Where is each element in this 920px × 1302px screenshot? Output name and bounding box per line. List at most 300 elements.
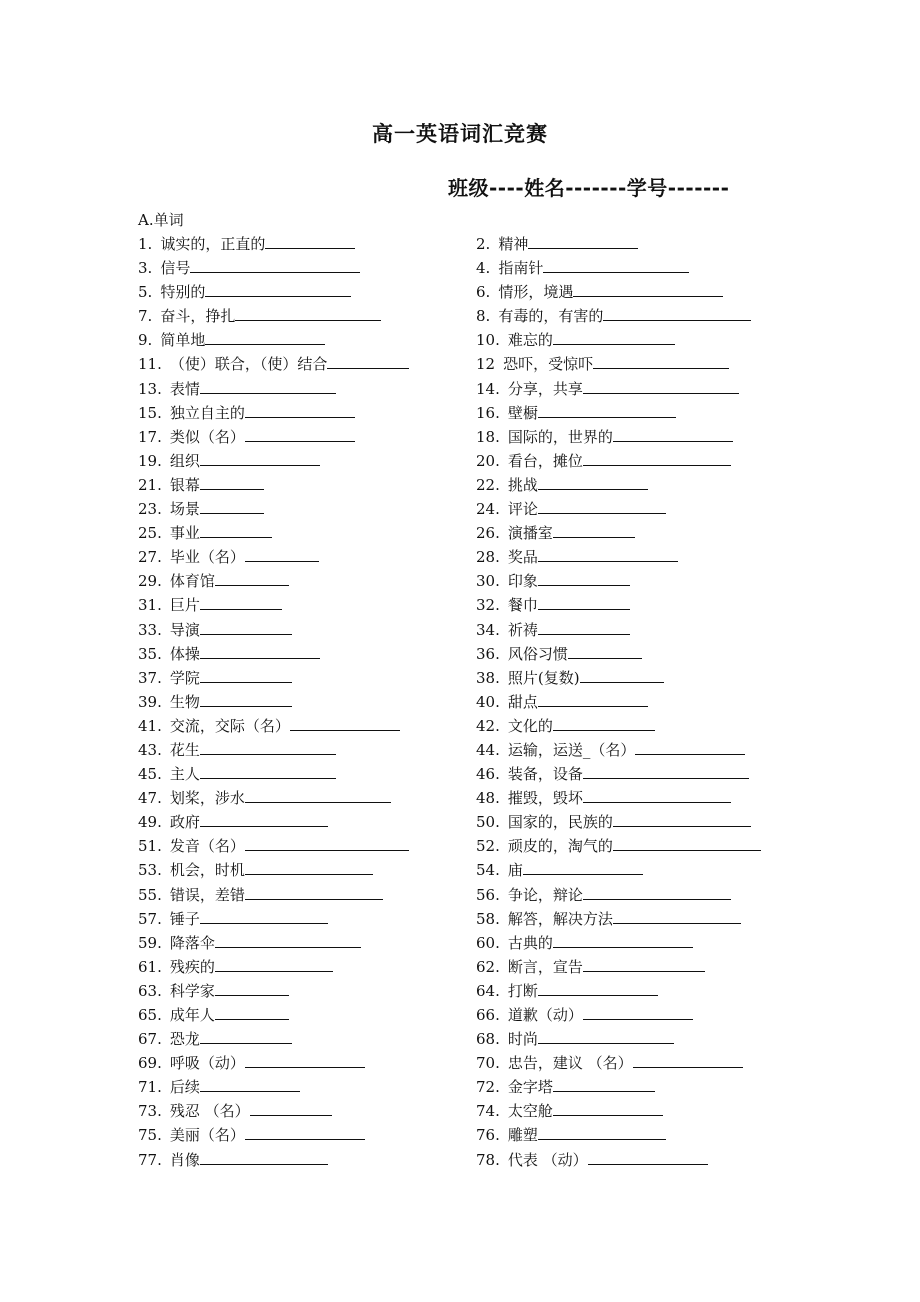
vocab-item (476, 690, 648, 714)
item-term: 毕业（名） (169, 548, 245, 567)
item-term: 道歉（动） (507, 1006, 583, 1024)
answer-blank[interactable] (538, 545, 678, 562)
vocab-item (138, 714, 400, 738)
list-row (138, 931, 818, 955)
item-number: 25. (138, 524, 162, 543)
list-row (138, 907, 818, 931)
vocab-item (138, 907, 328, 931)
item-number: 48. (476, 789, 500, 808)
item-term: 交流，交际（名） (169, 716, 290, 735)
answer-blank[interactable] (538, 593, 630, 610)
list-row (138, 642, 818, 666)
item-number: 4. (476, 259, 491, 278)
list-row (138, 1075, 818, 1099)
vocab-item (476, 642, 642, 666)
item-number: 35. (138, 644, 162, 663)
answer-blank[interactable] (245, 401, 355, 418)
item-number: 26. (476, 524, 500, 543)
item-term: 印象 (507, 572, 538, 591)
vocab-item (138, 449, 320, 473)
list-row (138, 618, 818, 642)
list-row (138, 1123, 818, 1147)
answer-blank[interactable] (553, 1099, 663, 1116)
list-row (138, 762, 818, 786)
item-term: 情形，境遇 (498, 283, 574, 302)
list-row (138, 377, 818, 401)
answer-blank[interactable] (538, 1123, 666, 1140)
item-number: 36. (476, 644, 500, 663)
answer-blank[interactable] (633, 1051, 743, 1068)
vocab-item (476, 473, 648, 497)
item-term: 花生 (169, 740, 200, 759)
item-number: 45. (138, 765, 162, 784)
vocab-item (138, 931, 361, 955)
item-term: 事业 (169, 524, 200, 543)
item-term: 划桨，涉水 (169, 789, 245, 808)
item-number: 40. (476, 692, 500, 711)
item-number: 1. (138, 235, 153, 253)
item-term: 摧毁，毁坏 (507, 789, 583, 808)
answer-blank[interactable] (265, 232, 355, 249)
vocab-item (476, 328, 675, 352)
vocab-item (476, 955, 705, 979)
list-row (138, 1099, 818, 1123)
item-number: 73. (138, 1102, 162, 1121)
answer-blank[interactable] (245, 1051, 365, 1068)
item-number: 19. (138, 451, 162, 470)
vocab-item (476, 304, 751, 328)
answer-blank[interactable] (588, 1148, 708, 1165)
answer-blank[interactable] (200, 521, 272, 538)
item-term: 古典的 (507, 933, 553, 952)
vocab-item (476, 907, 741, 931)
item-term: 美丽（名） (169, 1126, 245, 1145)
item-number: 77. (138, 1150, 162, 1169)
item-term: 难忘的 (507, 331, 553, 350)
item-term: 指南针 (498, 259, 544, 278)
item-number: 41. (138, 716, 162, 735)
item-term: 特别的 (160, 283, 206, 302)
item-term: 庙 (507, 861, 523, 880)
item-term: 降落伞 (169, 933, 215, 952)
vocab-item (476, 979, 658, 1003)
item-term: 体育馆 (169, 572, 215, 591)
item-term: 壁橱 (507, 403, 538, 422)
answer-blank[interactable] (200, 1027, 292, 1044)
item-number: 49. (138, 813, 162, 832)
answer-blank[interactable] (583, 762, 749, 779)
item-number: 65. (138, 1006, 162, 1024)
vocab-item (476, 762, 749, 786)
item-term: 挑战 (507, 475, 538, 494)
answer-blank[interactable] (200, 738, 336, 755)
item-term: 打断 (507, 981, 538, 1000)
list-row (138, 1148, 818, 1172)
answer-blank[interactable] (583, 955, 705, 972)
item-number: 67. (138, 1030, 162, 1049)
item-number: 37. (138, 668, 162, 687)
item-number: 62. (476, 957, 500, 976)
item-number: 20. (476, 451, 500, 470)
answer-blank[interactable] (200, 449, 320, 466)
answer-blank[interactable] (200, 497, 264, 514)
vocab-item (138, 232, 355, 256)
item-term: 运输，运送_（名） (507, 740, 636, 759)
item-number: 11. (138, 355, 162, 374)
item-term: 恐龙 (169, 1030, 200, 1049)
answer-blank[interactable] (523, 858, 643, 875)
item-term: 成年人 (169, 1006, 215, 1024)
answer-blank[interactable] (215, 955, 333, 972)
list-row (138, 1027, 818, 1051)
vocab-item (476, 738, 745, 762)
vocab-item (476, 618, 630, 642)
item-term: 国际的，世界的 (507, 427, 613, 446)
answer-blank[interactable] (553, 521, 635, 538)
vocab-item (138, 377, 336, 401)
list-row (138, 1003, 818, 1027)
answer-blank[interactable] (583, 1003, 693, 1020)
answer-blank[interactable] (245, 883, 383, 900)
answer-blank[interactable] (215, 979, 289, 996)
answer-blank[interactable] (583, 449, 731, 466)
item-term: 雕塑 (507, 1126, 538, 1145)
item-number: 12 (476, 355, 496, 374)
item-term: 代表 （动） (507, 1150, 588, 1169)
item-term: 发音（名） (169, 837, 245, 856)
answer-blank[interactable] (205, 280, 351, 297)
vocab-item (476, 280, 723, 304)
item-term: 呼吸（动） (169, 1054, 245, 1073)
item-term: 类似（名） (169, 427, 245, 446)
item-number: 24. (476, 500, 500, 519)
item-term: 政府 (169, 813, 200, 832)
vocab-item (138, 256, 360, 280)
list-row (138, 714, 818, 738)
answer-blank[interactable] (613, 810, 751, 827)
item-term: 残忍 （名） (169, 1102, 250, 1121)
item-number: 29. (138, 572, 162, 591)
item-term: 残疾的 (169, 957, 215, 976)
item-term: 餐巾 (507, 596, 538, 615)
answer-blank[interactable] (235, 304, 381, 321)
vocab-item (138, 280, 351, 304)
answer-blank[interactable] (553, 931, 693, 948)
answer-blank[interactable] (200, 642, 320, 659)
answer-blank[interactable] (200, 810, 328, 827)
item-number: 3. (138, 259, 153, 278)
answer-blank[interactable] (200, 618, 292, 635)
list-row (138, 1051, 818, 1075)
answer-blank[interactable] (245, 834, 409, 851)
item-term: 风俗习惯 (507, 644, 568, 663)
list-row (138, 545, 818, 569)
vocab-item (476, 521, 635, 545)
item-term: 解答，解决方法 (507, 909, 613, 928)
vocab-item (138, 328, 325, 352)
list-row (138, 786, 818, 810)
vocab-item (138, 521, 272, 545)
item-number: 42. (476, 716, 500, 735)
item-number: 74. (476, 1102, 500, 1121)
page-title: 高一英语词汇竞赛 (372, 121, 548, 146)
answer-blank[interactable] (573, 280, 723, 297)
vocab-item (476, 1051, 743, 1075)
list-row (138, 979, 818, 1003)
vocab-item (476, 883, 731, 907)
answer-blank[interactable] (327, 352, 409, 369)
answer-blank[interactable] (200, 1148, 328, 1165)
answer-blank[interactable] (538, 473, 648, 490)
answer-blank[interactable] (528, 232, 638, 249)
vocab-item (138, 1027, 292, 1051)
answer-blank[interactable] (205, 328, 325, 345)
item-term: 奖品 (507, 548, 538, 567)
item-term: 演播室 (507, 524, 553, 543)
vocab-item (138, 786, 391, 810)
item-term: 金字塔 (507, 1078, 553, 1097)
item-number: 18. (476, 427, 500, 446)
answer-blank[interactable] (215, 569, 289, 586)
vocab-item (476, 401, 676, 425)
list-row (138, 883, 818, 907)
item-number: 17. (138, 427, 162, 446)
vocab-item (138, 618, 292, 642)
item-number: 23. (138, 500, 162, 519)
item-term: 断言，宣告 (507, 957, 583, 976)
item-term: 国家的，民族的 (507, 813, 613, 832)
answer-blank[interactable] (538, 618, 630, 635)
item-term: 装备，设备 (507, 765, 583, 784)
answer-blank[interactable] (538, 1027, 674, 1044)
item-number: 70. (476, 1054, 500, 1073)
vocab-item (476, 1148, 708, 1172)
list-row (138, 521, 818, 545)
vocab-item (138, 545, 319, 569)
list-row (138, 810, 818, 834)
item-number: 32. (476, 596, 500, 615)
item-number: 27. (138, 548, 162, 567)
answer-blank[interactable] (553, 1075, 655, 1092)
answer-blank[interactable] (568, 642, 642, 659)
item-number: 15. (138, 403, 162, 422)
list-row (138, 834, 818, 858)
item-number: 44. (476, 740, 500, 759)
item-number: 68. (476, 1030, 500, 1049)
item-term: 科学家 (169, 981, 215, 1000)
item-number: 16. (476, 403, 500, 422)
list-row (138, 858, 818, 882)
answer-blank[interactable] (613, 907, 741, 924)
item-number: 75. (138, 1126, 162, 1145)
item-number: 39. (138, 692, 162, 711)
answer-blank[interactable] (635, 738, 745, 755)
answer-blank[interactable] (538, 569, 630, 586)
answer-blank[interactable] (190, 256, 360, 273)
vocab-item (476, 858, 643, 882)
item-number: 51. (138, 837, 162, 856)
vocab-item (138, 1003, 289, 1027)
vocab-item (138, 569, 289, 593)
vocab-item (476, 1123, 666, 1147)
answer-blank[interactable] (580, 666, 664, 683)
item-number: 54. (476, 861, 500, 880)
answer-blank[interactable] (200, 666, 292, 683)
vocab-item (476, 834, 761, 858)
item-term: 巨片 (169, 596, 200, 615)
vocab-item (476, 425, 733, 449)
vocab-item (476, 449, 731, 473)
item-term: （使）联合，（使）结合 (169, 355, 328, 374)
answer-blank[interactable] (538, 690, 648, 707)
answer-blank[interactable] (583, 883, 731, 900)
answer-blank[interactable] (538, 497, 666, 514)
item-number: 8. (476, 307, 491, 326)
item-term: 文化的 (507, 716, 553, 735)
item-number: 30. (476, 572, 500, 591)
item-number: 13. (138, 379, 162, 398)
item-number: 34. (476, 620, 500, 639)
item-number: 58. (476, 909, 500, 928)
list-row (138, 569, 818, 593)
item-number: 72. (476, 1078, 500, 1097)
item-term: 表情 (169, 379, 200, 398)
list-row (138, 352, 818, 376)
vocab-item (138, 762, 336, 786)
vocab-item (138, 497, 264, 521)
item-number: 60. (476, 933, 500, 952)
item-term: 奋斗，挣扎 (160, 307, 236, 326)
answer-blank[interactable] (613, 834, 761, 851)
item-term: 组织 (169, 451, 200, 470)
vocab-item (138, 593, 282, 617)
answer-blank[interactable] (245, 425, 355, 442)
item-number: 10. (476, 331, 500, 350)
item-term: 生物 (169, 692, 200, 711)
vocab-item (138, 304, 381, 328)
vocab-item (476, 352, 729, 376)
answer-blank[interactable] (538, 979, 658, 996)
vocab-item (476, 497, 666, 521)
vocab-item (138, 352, 409, 376)
item-number: 59. (138, 933, 162, 952)
item-number: 5. (138, 283, 153, 302)
list-row (138, 304, 818, 328)
vocab-item (476, 1099, 663, 1123)
answer-blank[interactable] (245, 1123, 365, 1140)
answer-blank[interactable] (553, 714, 655, 731)
item-term: 机会，时机 (169, 861, 245, 880)
item-number: 55. (138, 885, 162, 904)
list-row (138, 738, 818, 762)
list-row (138, 328, 818, 352)
item-number: 33. (138, 620, 162, 639)
item-term: 体操 (169, 644, 200, 663)
item-number: 66. (476, 1006, 500, 1024)
answer-blank[interactable] (543, 256, 689, 273)
vocab-item (138, 1123, 365, 1147)
vocab-item (476, 1003, 693, 1027)
list-row (138, 593, 818, 617)
vocab-item (138, 955, 333, 979)
vocab-item (476, 545, 678, 569)
item-number: 43. (138, 740, 162, 759)
answer-blank[interactable] (200, 473, 264, 490)
vocab-item (138, 666, 292, 690)
answer-blank[interactable] (583, 786, 731, 803)
item-number: 78. (476, 1150, 500, 1169)
answer-blank[interactable] (200, 593, 282, 610)
item-term: 照片(复数) (507, 668, 580, 687)
answer-blank[interactable] (200, 690, 292, 707)
item-number: 6. (476, 283, 491, 302)
item-number: 47. (138, 789, 162, 808)
item-term: 评论 (507, 500, 538, 519)
vocab-item (138, 738, 336, 762)
item-term: 恐吓，受惊吓 (503, 355, 594, 374)
item-number: 14. (476, 379, 500, 398)
item-number: 64. (476, 981, 500, 1000)
answer-blank[interactable] (245, 858, 373, 875)
item-term: 有毒的，有害的 (498, 307, 604, 326)
answer-blank[interactable] (290, 714, 400, 731)
student-info-line: 班级----姓名-------学号------- (448, 176, 730, 200)
item-number: 53. (138, 861, 162, 880)
answer-blank[interactable] (215, 1003, 289, 1020)
item-term: 银幕 (169, 475, 200, 494)
list-row (138, 955, 818, 979)
answer-blank[interactable] (200, 377, 336, 394)
vocab-item (476, 1075, 655, 1099)
vocab-item (138, 1075, 300, 1099)
answer-blank[interactable] (583, 377, 739, 394)
answer-blank[interactable] (245, 545, 319, 562)
item-term: 祈祷 (507, 620, 538, 639)
list-row (138, 401, 818, 425)
vocab-item (476, 232, 638, 256)
item-term: 错误，差错 (169, 885, 245, 904)
vocab-item (138, 834, 409, 858)
vocab-item (138, 425, 355, 449)
answer-blank[interactable] (603, 304, 751, 321)
item-term: 场景 (169, 500, 200, 519)
answer-blank[interactable] (200, 907, 328, 924)
answer-blank[interactable] (613, 425, 733, 442)
answer-blank[interactable] (250, 1099, 332, 1116)
item-number: 56. (476, 885, 500, 904)
item-number: 50. (476, 813, 500, 832)
answer-blank[interactable] (200, 1075, 300, 1092)
answer-blank[interactable] (553, 328, 675, 345)
list-row (138, 666, 818, 690)
answer-blank[interactable] (538, 401, 676, 418)
item-term: 忠告，建议 （名） (507, 1054, 633, 1073)
vocab-item (476, 593, 630, 617)
vocab-item (476, 569, 630, 593)
item-term: 精神 (498, 235, 529, 253)
answer-blank[interactable] (245, 786, 391, 803)
answer-blank[interactable] (200, 762, 336, 779)
answer-blank[interactable] (593, 352, 729, 369)
answer-blank[interactable] (215, 931, 361, 948)
item-number: 52. (476, 837, 500, 856)
item-number: 7. (138, 307, 153, 326)
vocab-item (476, 256, 689, 280)
list-row (138, 425, 818, 449)
vocab-item (476, 786, 731, 810)
section-label: A.单词 (138, 211, 184, 229)
vocab-item (138, 1099, 332, 1123)
